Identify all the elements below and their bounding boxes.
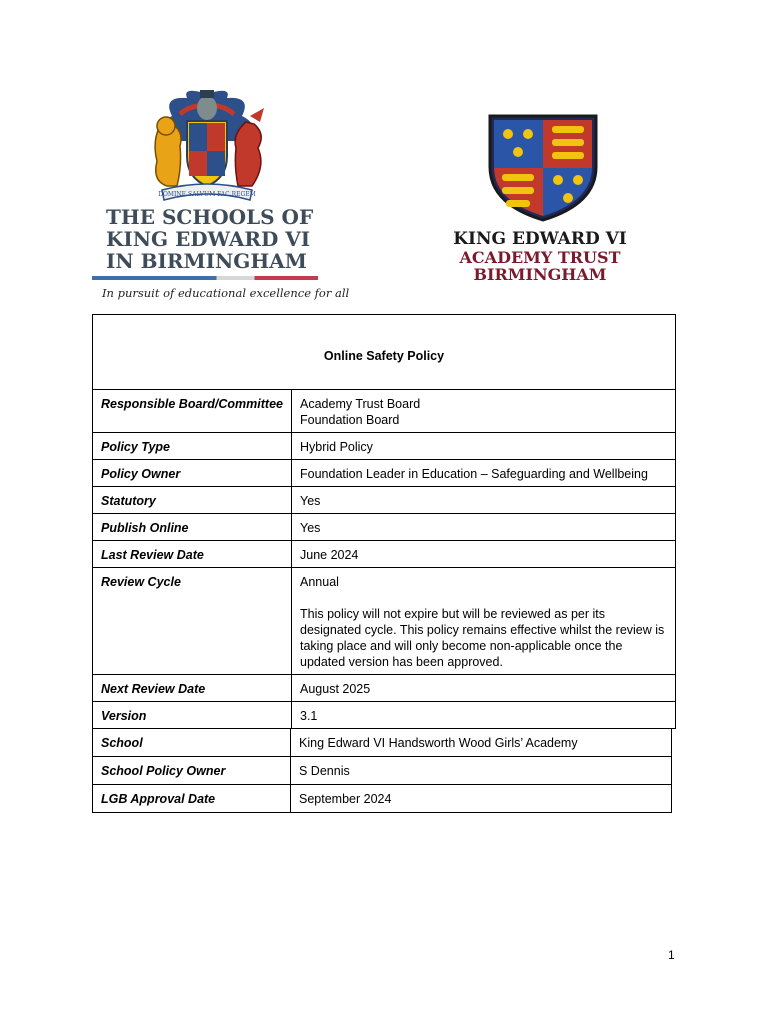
policy-title: Online Safety Policy bbox=[93, 315, 676, 390]
policy-details-table bbox=[92, 314, 676, 729]
row-value: Yes bbox=[292, 487, 676, 514]
academy-trust-logo bbox=[440, 112, 640, 290]
table-row bbox=[93, 315, 676, 390]
row-value: September 2024 bbox=[291, 785, 672, 813]
row-value: 3.1 bbox=[292, 702, 676, 729]
table-row bbox=[93, 568, 676, 675]
table-row bbox=[93, 514, 676, 541]
schools-logo-title: THE SCHOOLS OF KING EDWARD VI IN BIRMINGHAM bbox=[106, 205, 314, 273]
row-label: LGB Approval Date bbox=[93, 785, 291, 813]
row-label: Statutory bbox=[93, 487, 292, 514]
table-row bbox=[93, 702, 676, 729]
table-row bbox=[93, 785, 672, 813]
page-number: 1 bbox=[668, 948, 675, 962]
row-value: August 2025 bbox=[292, 675, 676, 702]
row-label: School bbox=[93, 729, 291, 757]
svg-text:DOMINE SALVUM FAC REGEM: DOMINE SALVUM FAC REGEM bbox=[158, 191, 256, 198]
schools-logo-tagline: In pursuit of educational excellence for all bbox=[102, 286, 350, 300]
row-label: School Policy Owner bbox=[93, 757, 291, 785]
row-label: Version bbox=[93, 702, 292, 729]
row-label: Review Cycle bbox=[93, 568, 292, 675]
review-cycle-note: This policy will not expire but will be reviewed as per its designated cycle. This policy remains effective whilst the review is taking place and will only become non-applicable once the updated version has been approved. bbox=[300, 607, 665, 669]
school-details-table bbox=[92, 728, 672, 813]
table-row bbox=[93, 675, 676, 702]
row-value: King Edward VI Handsworth Wood Girls’ Academy bbox=[291, 729, 672, 757]
academy-trust-title: KING EDWARD VI ACADEMY TRUST BIRMINGHAM bbox=[453, 229, 627, 284]
row-label: Last Review Date bbox=[93, 541, 292, 568]
row-label: Policy Owner bbox=[93, 460, 292, 487]
row-label: Publish Online bbox=[93, 514, 292, 541]
row-label: Responsible Board/Committee bbox=[93, 390, 292, 433]
row-value: S Dennis bbox=[291, 757, 672, 785]
table-row bbox=[93, 433, 676, 460]
row-value: Yes bbox=[292, 514, 676, 541]
row-value: Hybrid Policy bbox=[292, 433, 676, 460]
row-value: Foundation Leader in Education – Safeguarding and Wellbeing bbox=[292, 460, 676, 487]
row-value: June 2024 bbox=[292, 541, 676, 568]
row-value: Annual This policy will not expire but will be reviewed as per its designated cycle. This policy remains effective whilst the review is taking place and will only become non-applicable once the updated version has been approved. bbox=[292, 568, 676, 675]
row-label: Next Review Date bbox=[93, 675, 292, 702]
row-label: Policy Type bbox=[93, 433, 292, 460]
table-row bbox=[93, 460, 676, 487]
quartered-shield-icon bbox=[486, 112, 600, 222]
table-row bbox=[93, 757, 672, 785]
table-row bbox=[93, 487, 676, 514]
schools-of-king-edward-logo bbox=[92, 86, 350, 304]
table-row bbox=[93, 390, 676, 433]
table-row bbox=[93, 729, 672, 757]
coat-of-arms-icon bbox=[142, 86, 272, 206]
table-row bbox=[93, 541, 676, 568]
row-value: Academy Trust Board Foundation Board bbox=[292, 390, 676, 433]
logo-color-bar bbox=[92, 276, 318, 280]
